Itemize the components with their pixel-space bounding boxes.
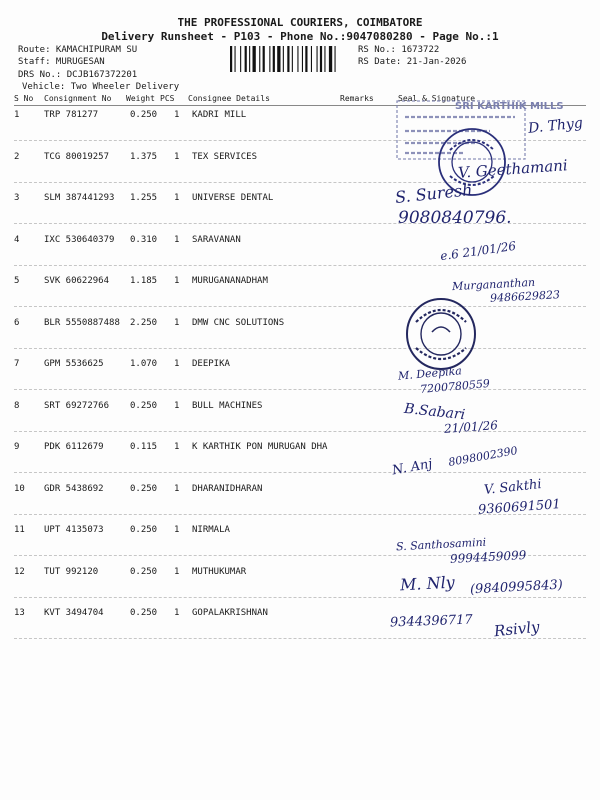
row-consignment-no: GPM 5536625 xyxy=(44,359,104,369)
row-sno: 12 xyxy=(14,566,25,577)
row-pcs: 1 xyxy=(174,483,180,494)
drs-label: DRS No.: DCJB167372201 xyxy=(18,70,138,80)
signature-row-9: N. Anj xyxy=(391,456,434,479)
staff-label: Staff: MURUGESAN xyxy=(18,57,105,67)
row-sno: 11 xyxy=(14,525,25,535)
row-weight: 0.250 xyxy=(130,483,158,494)
barcode-icon xyxy=(230,46,354,72)
signature-row-12: M. Nly xyxy=(399,572,456,595)
row-sno: 6 xyxy=(14,317,20,328)
row-consignment-no: TUT 992120 xyxy=(44,566,99,577)
note-row-4: e.6 21/01/26 xyxy=(439,238,517,264)
row-pcs: 1 xyxy=(174,317,180,328)
barcode-bar xyxy=(269,46,270,72)
phone-row-13: 9344396717 xyxy=(389,612,473,631)
row-pcs: 1 xyxy=(174,193,180,203)
row-consignee: GOPALAKRISHNAN xyxy=(192,608,268,618)
barcode-bar xyxy=(240,46,241,72)
row-consignee: MURUGANANADHAM xyxy=(192,276,268,286)
col-remarks: Remarks xyxy=(340,94,374,103)
row-consignee: MUTHUKUMAR xyxy=(192,566,247,577)
phone-row-12: (9840995843) xyxy=(469,577,564,598)
col-sno: S No xyxy=(14,94,34,103)
row-consignee: NIRMALA xyxy=(192,525,230,535)
col-pcs: PCS xyxy=(160,94,175,103)
row-consignment-no: KVT 3494704 xyxy=(44,608,104,618)
row-weight: 1.255 xyxy=(130,193,158,203)
row-consignment-no: TRP 781277 xyxy=(44,110,99,120)
col-weight: Weight xyxy=(126,94,155,103)
signature-row-10: V. Sakthi xyxy=(483,477,543,498)
row-consignment-no: GDR 5438692 xyxy=(44,483,104,494)
row-divider xyxy=(14,472,586,473)
row-weight: 0.250 xyxy=(130,525,158,535)
row-pcs: 1 xyxy=(174,110,180,120)
signature-row-13: Rsivly xyxy=(493,617,541,641)
row-consignment-no: PDK 6112679 xyxy=(44,442,104,452)
barcode-bar xyxy=(311,46,312,72)
row-divider xyxy=(14,265,586,266)
barcode-bar xyxy=(302,46,303,72)
vehicle-label: Vehicle: Two Wheeler Delivery xyxy=(22,82,180,92)
route-label: Route: KAMACHIPURAM SU xyxy=(18,45,138,55)
barcode-bar xyxy=(329,46,332,72)
row-sno: 10 xyxy=(14,483,25,494)
barcode-bar xyxy=(230,46,232,72)
barcode-bar xyxy=(249,46,250,72)
row-consignment-no: UPT 4135073 xyxy=(44,525,104,535)
row-consignee: KADRI MILL xyxy=(192,110,247,120)
barcode-bar xyxy=(277,46,280,72)
barcode-bar xyxy=(305,46,307,72)
rs-number: RS No.: 1673722 xyxy=(358,45,440,55)
barcode-bar xyxy=(259,46,260,72)
barcode-bar xyxy=(235,46,236,72)
barcode-bar xyxy=(317,46,318,72)
phone-row-5: 9486629823 xyxy=(489,288,561,305)
row-sno: 4 xyxy=(14,234,20,245)
date-row-8: 21/01/26 xyxy=(443,418,499,436)
rs-date: RS Date: 21-Jan-2026 xyxy=(358,57,467,67)
row-sno: 3 xyxy=(14,193,20,203)
barcode-bar xyxy=(292,46,293,72)
row-weight: 0.250 xyxy=(130,566,158,577)
company-title: THE PROFESSIONAL COURIERS, COIMBATORE xyxy=(177,16,423,29)
row-sno: 2 xyxy=(14,151,20,162)
row-divider xyxy=(14,597,586,598)
signature-row-8: B.Sabari xyxy=(403,400,466,424)
phone-row-10: 9360691501 xyxy=(477,497,562,518)
barcode-bar xyxy=(245,46,247,72)
row-consignee: DEEPIKA xyxy=(192,359,230,369)
row-weight: 1.185 xyxy=(130,276,158,286)
row-weight: 0.310 xyxy=(130,234,158,245)
row-weight: 0.250 xyxy=(130,110,158,120)
row-divider xyxy=(14,306,586,307)
row-pcs: 1 xyxy=(174,359,180,369)
row-weight: 0.250 xyxy=(130,400,158,411)
row-sno: 5 xyxy=(14,276,20,286)
phone-row-7: 7200780559 xyxy=(419,376,491,397)
barcode-bar xyxy=(297,46,298,72)
row-sno: 8 xyxy=(14,400,20,411)
row-consignment-no: SLM 387441293 xyxy=(44,193,115,203)
row-consignee: DHARANIDHARAN xyxy=(192,483,263,494)
row-pcs: 1 xyxy=(174,525,180,535)
row-consignment-no: SVK 60622964 xyxy=(44,276,110,286)
row-consignment-no: TCG 80019257 xyxy=(44,151,110,162)
signature-row-5: Murgananthan xyxy=(451,275,536,294)
row-divider xyxy=(14,389,586,390)
row-consignment-no: SRT 69272766 xyxy=(44,400,110,411)
barcode-bar xyxy=(287,46,289,72)
row-consignee: BULL MACHINES xyxy=(192,400,263,411)
company-seal-icon xyxy=(404,296,478,372)
row-pcs: 1 xyxy=(174,151,180,162)
barcode-bar xyxy=(320,46,322,72)
row-pcs: 1 xyxy=(174,234,180,245)
row-weight: 0.250 xyxy=(130,608,158,618)
row-consignee: UNIVERSE DENTAL xyxy=(192,193,274,203)
barcode-bar xyxy=(335,46,336,72)
signature-row-1: D. Thyg xyxy=(527,115,584,137)
barcode-bar xyxy=(283,46,284,72)
row-pcs: 1 xyxy=(174,276,180,286)
signature-row-2: V. Geethamani xyxy=(457,156,569,182)
row-pcs: 1 xyxy=(174,566,180,577)
row-sno: 9 xyxy=(14,442,20,452)
signature-row-3: S. Suresh xyxy=(394,180,474,207)
row-pcs: 1 xyxy=(174,442,180,452)
signature-row-7: M. Deepika xyxy=(397,364,463,383)
barcode-bar xyxy=(324,46,325,72)
col-consignment: Consignment No xyxy=(44,94,112,103)
company-stamp-text: SRI KARTHIK MILLS xyxy=(455,101,564,112)
row-weight: 0.115 xyxy=(130,442,158,452)
barcode-bar xyxy=(273,46,275,72)
row-consignee: SARAVANAN xyxy=(192,234,241,245)
row-pcs: 1 xyxy=(174,608,180,618)
row-weight: 2.250 xyxy=(130,317,158,328)
row-divider xyxy=(14,431,586,432)
barcode-bar xyxy=(253,46,256,72)
row-weight: 1.070 xyxy=(130,359,158,369)
row-consignee: TEX SERVICES xyxy=(192,151,258,162)
phone-row-11: 9994459099 xyxy=(449,548,527,566)
row-divider xyxy=(14,348,586,349)
col-consignee: Consignee Details xyxy=(188,94,270,103)
row-consignee: K KARTHIK PON MURUGAN DHA xyxy=(192,442,328,452)
row-pcs: 1 xyxy=(174,400,180,411)
barcode-bar xyxy=(263,46,265,72)
phone-row-3: 9080840796. xyxy=(398,208,512,228)
row-consignment-no: IXC 530640379 xyxy=(44,234,115,245)
row-weight: 1.375 xyxy=(130,151,158,162)
row-sno: 13 xyxy=(14,608,25,618)
row-consignment-no: BLR 5550887488 xyxy=(44,317,120,328)
row-consignee: DMW CNC SOLUTIONS xyxy=(192,317,285,328)
row-sno: 1 xyxy=(14,110,20,120)
phone-row-9: 8098002390 xyxy=(447,444,519,469)
signature-row-11: S. Santhosamini xyxy=(395,535,487,554)
col-seal-signature: Seal & Signature xyxy=(398,94,476,103)
row-sno: 7 xyxy=(14,359,20,369)
runsheet-title: Delivery Runsheet - P103 - Phone No.:9047080280 - Page No.:1 xyxy=(101,30,499,43)
